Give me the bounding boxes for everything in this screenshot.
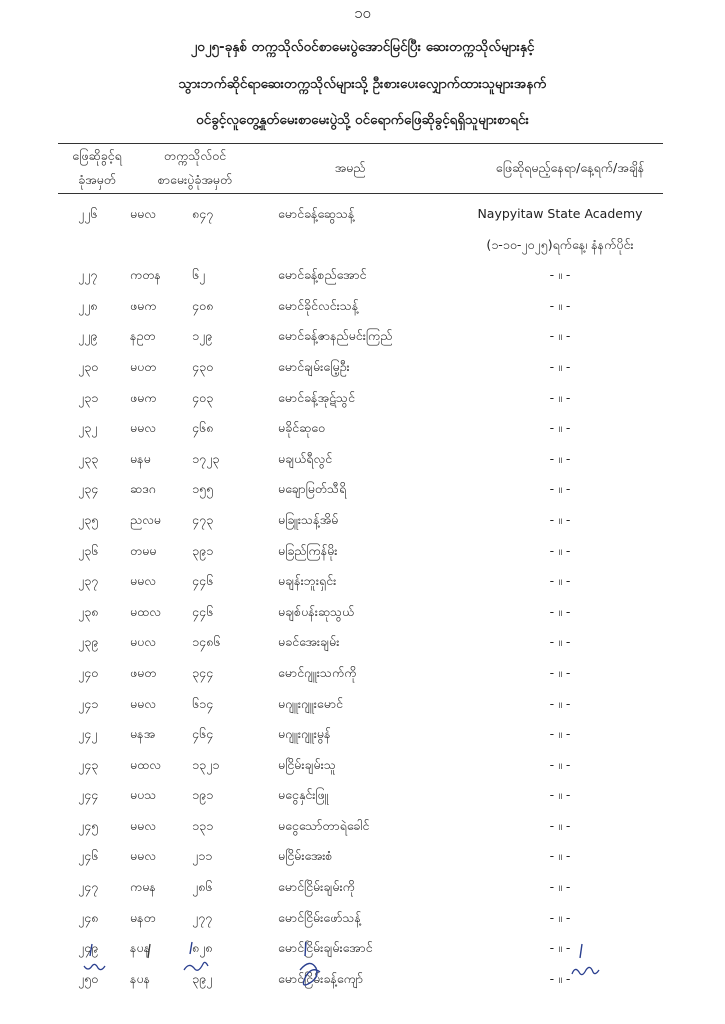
seat-no: ၂၃၀ <box>78 358 99 374</box>
seat-no: ၂၄၆ <box>78 848 99 864</box>
seat-no: ၂၃၃ <box>78 450 99 466</box>
seat-no: ၂၃၆ <box>78 542 99 558</box>
seat-no: ၂၄၅ <box>78 817 99 833</box>
seat-no: ၂၃၉ <box>78 634 99 650</box>
table-row <box>0 873 725 904</box>
exam-place: - ။ - <box>549 358 571 374</box>
table-row <box>0 322 725 353</box>
exam-number: ၁၄၈၆ <box>192 634 221 650</box>
exam-prefix: မမလ <box>130 420 157 436</box>
exam-number: ၃၄၄ <box>192 664 214 680</box>
table-row <box>0 506 725 537</box>
candidate-name: မခင်အေးချမ်း <box>278 634 340 650</box>
exam-place: - ။ - <box>549 664 571 680</box>
exam-number: ၄၇၃ <box>192 511 214 527</box>
seat-no: ၂၃၂ <box>78 420 98 436</box>
exam-place: - ။ - <box>549 879 571 895</box>
candidate-name: မောင်ငြိမ်းခန့်ကျော် <box>278 970 363 986</box>
exam-number: ၂၈၆ <box>192 879 213 895</box>
exam-number: ၆၂ <box>192 267 206 283</box>
header-top-rule <box>58 143 663 144</box>
exam-place: - ။ - <box>549 940 571 956</box>
seat-no: ၂၂၇ <box>78 267 98 283</box>
exam-place: - ။ - <box>549 970 571 986</box>
table-row <box>0 781 725 812</box>
candidate-name: မောင်ခန့်စည်အောင် <box>278 267 367 283</box>
exam-prefix: ညလမ <box>130 511 161 527</box>
exam-prefix: မမလ <box>130 848 157 864</box>
table-row <box>0 567 725 598</box>
exam-place: - ။ - <box>549 695 571 711</box>
exam-number: ၃၉၂ <box>192 970 213 986</box>
exam-place: - ။ - <box>549 634 571 650</box>
title-line-2: သွားဘက်ဆိုင်ရာဆေးတက္ကသိုလ်များသို့ ဦးစားပေးလျှောက်ထားသူများအနက် <box>178 76 547 92</box>
seat-no: ၂၃၅ <box>78 511 99 527</box>
signature-tick <box>140 940 160 970</box>
seat-no: ၂၃၁ <box>78 389 99 405</box>
seat-no: ၂၄၈ <box>78 909 99 925</box>
exam-prefix: ဆဒဂ <box>130 481 156 497</box>
exam-place: - ။ - <box>549 909 571 925</box>
seat-no: ၂၅၀ <box>78 970 99 986</box>
signature-main <box>292 940 332 996</box>
exam-number: ၄၀၈ <box>192 297 214 313</box>
seat-no: ၂၃၇ <box>78 573 99 589</box>
table-row <box>0 659 725 690</box>
table-row <box>0 598 725 629</box>
exam-number: ၂၇၇ <box>192 909 213 925</box>
seat-no: ၂၃၄ <box>78 481 99 497</box>
exam-prefix: ဖမက <box>130 297 157 313</box>
signature-initial-1 <box>78 940 118 980</box>
exam-prefix: နပန <box>130 970 151 986</box>
candidate-name: မောင်ခန့်ဆွေသန့် <box>278 206 355 221</box>
exam-place: - ။ - <box>549 726 571 742</box>
exam-prefix: မမလ <box>130 573 157 589</box>
title-line-1: ၂၀၂၅-ခုနှစ် တက္ကသိုလ်ဝင်စာမေးပွဲအောင်မြင်ပြီး ဆေးတက္ကသိုလ်များနှင့် <box>190 39 535 55</box>
seat-no: ၂၄၂ <box>78 726 98 742</box>
candidate-name: မချယ်ရီလွင် <box>278 450 333 466</box>
exam-number: ၂၁၁ <box>192 848 213 864</box>
exam-place: - ။ - <box>549 603 571 619</box>
exam-number: ၁၅၅ <box>192 481 214 497</box>
exam-number: ၄၆၈ <box>192 420 214 436</box>
exam-number: ၃၉၁ <box>192 542 214 558</box>
exam-prefix: မပသ <box>130 787 157 803</box>
exam-prefix: မပလ <box>130 634 156 650</box>
exam-place: - ။ - <box>549 450 571 466</box>
candidate-name: မငွေနှင်းဖြူ <box>278 787 329 803</box>
exam-place: - ။ - <box>549 787 571 803</box>
exam-prefix: တမမ <box>130 542 157 558</box>
exam-place: - ။ - <box>549 297 571 313</box>
table-row <box>0 292 725 323</box>
exam-prefix: မမလ <box>130 206 157 221</box>
table-row <box>0 414 725 445</box>
title-line-3: ဝင်ခွင့်လူတွေ့နှုတ်မေးစာမေးပွဲသို့ ဝင်ရောက်ဖြေဆိုခွင့်ရရှိသူများစာရင်း <box>196 112 529 128</box>
seat-no: ၂၄၇ <box>78 879 99 895</box>
exam-number: ၁၃၁ <box>192 817 214 833</box>
candidate-name: မချစ်ပန်းဆုသွယ် <box>278 603 355 619</box>
exam-place: - ။ - <box>549 573 571 589</box>
candidate-name: မခြူးသန့်အိမ် <box>278 511 339 527</box>
candidate-name: မောင်ဂျူးသက်ကို <box>278 664 357 680</box>
candidate-list <box>0 200 725 995</box>
exam-prefix: နပန <box>130 940 151 956</box>
candidate-name: မခိုင်ဆုဝေ <box>278 420 325 436</box>
exam-place: - ။ - <box>549 848 571 864</box>
table-row <box>0 904 725 935</box>
table-row <box>0 475 725 506</box>
exam-prefix: ဖမတ <box>130 664 157 680</box>
table-row <box>0 628 725 659</box>
table-row <box>0 720 725 751</box>
exam-place: - ။ - <box>549 267 571 283</box>
header-bottom-rule <box>58 193 663 194</box>
seat-no: ၂၄၀ <box>78 664 99 680</box>
table-row <box>0 445 725 476</box>
exam-number: ၁၉၁ <box>192 787 214 803</box>
candidate-name: မငြိမ်းအေးစံ <box>278 848 333 864</box>
signature-initial-2 <box>178 940 218 984</box>
exam-prefix: မနမ <box>130 450 151 466</box>
candidate-name: မောင်ငြိမ်းဖော်သန့် <box>278 909 361 925</box>
exam-place: - ။ - <box>549 420 571 436</box>
exam-prefix: မနတ <box>130 909 156 925</box>
candidate-name: မောင်ငြိမ်းချမ်းကို <box>278 879 355 895</box>
exam-number: ၄၀၃ <box>192 389 214 405</box>
exam-place: - ။ - <box>549 328 571 344</box>
header-place: ဖြေဆိုရမည့်နေရာ/နေ့ရက်/အချိန် <box>495 160 645 175</box>
table-row <box>0 384 725 415</box>
table-row <box>0 353 725 384</box>
header-exam-no-1: တက္ကသိုလ်ဝင် <box>163 148 227 163</box>
table-row <box>0 751 725 782</box>
exam-place: - ။ - <box>549 542 571 558</box>
header-seat-no-2: ခုံအမှတ် <box>78 172 116 187</box>
exam-number: ၁၃၂၁ <box>192 756 220 772</box>
candidate-name: မခြည်ကြန်မိုး <box>278 542 338 558</box>
seat-no: ၂၂၆ <box>78 206 98 221</box>
exam-prefix: နဥတ <box>130 328 156 344</box>
candidate-name: မချန်းဘူးရှင်း <box>278 573 337 589</box>
table-row <box>0 200 725 231</box>
seat-no: ၂၄၃ <box>78 756 99 772</box>
candidate-name: မောင်ခန့်အုဋ်သွင် <box>278 389 355 405</box>
header-exam-no-2: စာမေးပွဲခုံအမှတ် <box>157 172 233 187</box>
seat-no: ၂၂၈ <box>78 297 98 313</box>
exam-prefix: မထလ <box>130 603 161 619</box>
exam-prefix: မနအ <box>130 726 156 742</box>
exam-place: - ။ - <box>549 389 571 405</box>
exam-place: (၁-၁၀-၂၀၂၅)ရက်နေ့၊ နံနက်ပိုင်း <box>486 236 634 252</box>
candidate-name: မငြိမ်းချမ်းသူ <box>278 756 336 772</box>
seat-no: ၂၄၄ <box>78 787 99 803</box>
exam-prefix: မမလ <box>130 817 157 833</box>
exam-number: ၈၂၈ <box>192 940 213 956</box>
seat-no: ၂၂၉ <box>78 328 98 344</box>
exam-number: ၄၄၆ <box>192 573 214 589</box>
candidate-name: မဂျူးဂျူးမွန် <box>278 726 331 742</box>
exam-prefix: မပတ <box>130 358 157 374</box>
table-row <box>0 537 725 568</box>
table-row <box>0 842 725 873</box>
candidate-name: မချောမြတ်သီရိ <box>278 481 347 497</box>
exam-place: - ။ - <box>549 481 571 497</box>
exam-number: ၄၆၄ <box>192 726 214 742</box>
candidate-name: မောင်ခိုင်လင်းသန့် <box>278 297 359 313</box>
exam-number: ၄၃၀ <box>192 358 214 374</box>
table-row <box>0 261 725 292</box>
exam-prefix: ကတန <box>130 267 161 283</box>
exam-prefix: ကမန <box>130 879 156 895</box>
seat-no: ၂၃၈ <box>78 603 99 619</box>
signature-initial-3 <box>566 940 612 986</box>
table-row <box>0 690 725 721</box>
seat-no: ၂၄၁ <box>78 695 99 711</box>
exam-number: ၁၂၉ <box>192 328 213 344</box>
candidate-name: မောင်ခန့်ဇာနည်မင်းကြည် <box>278 328 393 344</box>
candidate-name: မောင်ငြိမ်းချမ်းအောင် <box>278 940 373 956</box>
exam-place: - ။ - <box>549 817 571 833</box>
exam-prefix: ဖမက <box>130 389 157 405</box>
exam-number: ၈၄၇ <box>192 206 214 221</box>
candidate-name: မောင်ချမ်းမြေ့ဦး <box>278 358 350 374</box>
exam-prefix: မမလ <box>130 695 157 711</box>
table-row <box>0 231 725 262</box>
candidate-name: မငွေသော်တာရဲခေါင် <box>278 817 370 833</box>
exam-number: ၄၄၆ <box>192 603 214 619</box>
table-row <box>0 812 725 843</box>
header-seat-no-1: ဖြေဆိုခွင့်ရ <box>72 148 122 163</box>
exam-place: Naypyitaw State Academy <box>477 206 643 221</box>
exam-place: - ။ - <box>549 756 571 772</box>
exam-number: ၁၇၂၃ <box>192 450 220 466</box>
header-name: အမည် <box>334 160 366 175</box>
page-number: ၁၀ <box>354 4 371 22</box>
exam-number: ၆၁၄ <box>192 695 214 711</box>
exam-prefix: မထလ <box>130 756 161 772</box>
candidate-name: မဂျူးဂျူးမောင် <box>278 695 343 711</box>
seat-no: ၂၄၉ <box>78 940 99 956</box>
exam-place: - ။ - <box>549 511 571 527</box>
